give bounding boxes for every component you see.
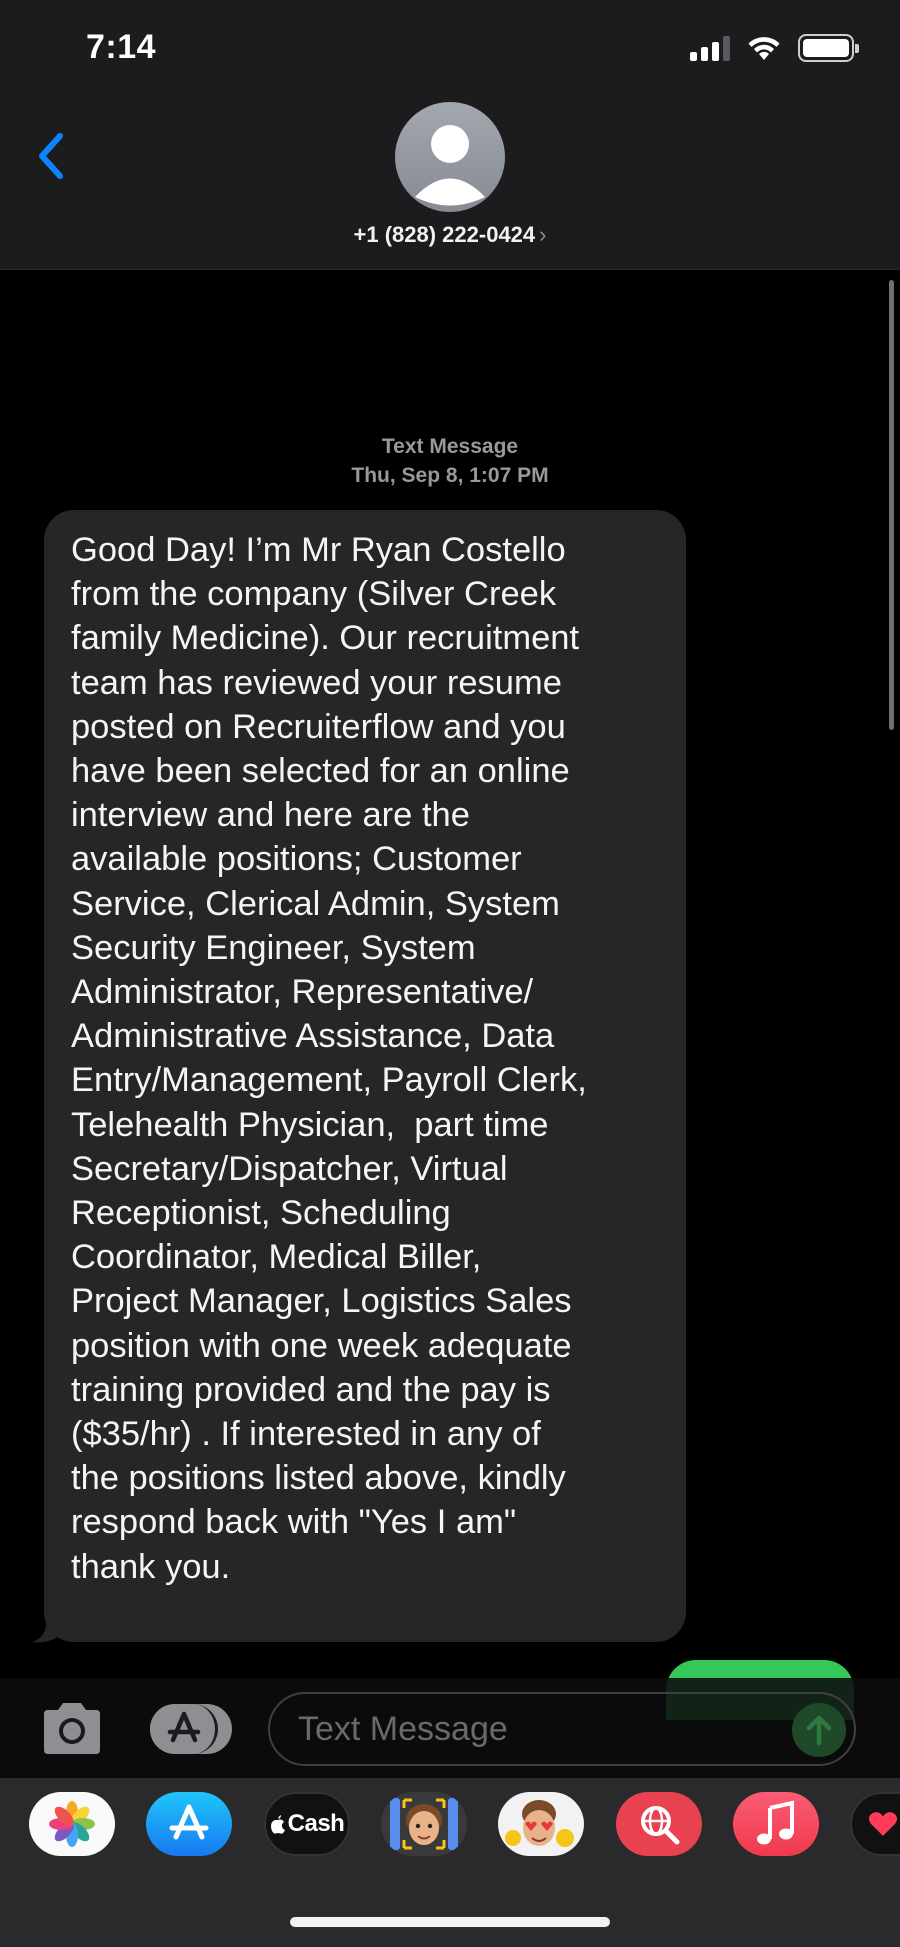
cash-label: Cash	[287, 1810, 345, 1837]
contact-name[interactable]	[0, 222, 900, 248]
conversation-header	[0, 0, 900, 270]
date-time-label: Thu, Sep 8, 1:07 PM	[351, 464, 549, 487]
back-chevron-icon[interactable]	[32, 128, 72, 184]
memoji-stickers-app[interactable]	[381, 1792, 467, 1856]
memoji-icon	[384, 1792, 464, 1856]
heart-icon	[866, 1804, 900, 1844]
arrow-up-icon	[792, 1703, 846, 1757]
app-store-icon	[165, 1801, 213, 1847]
apple-cash-app[interactable]	[264, 1792, 350, 1856]
home-indicator[interactable]	[290, 1917, 610, 1927]
message-timestamp	[0, 432, 900, 490]
globe-search-icon	[635, 1800, 683, 1848]
images-search-app[interactable]	[616, 1792, 702, 1856]
message-input-field[interactable]	[268, 1692, 856, 1766]
person-silhouette-icon	[395, 102, 505, 212]
scroll-indicator[interactable]	[889, 280, 894, 730]
chevron-right-icon: ›	[539, 222, 547, 247]
app-store-button[interactable]	[150, 1704, 232, 1754]
message-text: Good Day! I’m Mr Ryan Costello from the company (Silver Creek family Medicine). Our recruitment team has reviewed your resume posted on Recruiterflow and you have been selected for an online interview and here are the available positions; Customer Service, Clerical Admin, System Security Engineer, System Administrator, Representative/ Administrative Assistance, Data Entry/Management, Payroll Clerk, Telehealth Physician, part time Secretary/Dispatcher, Virtual Receptionist, Scheduling Coordinator, Medical Biller, Project Manager, Logistics Sales position with one week adequate training provided and the pay is ($35/hr) . If interested in any of the positions listed above, kindly respond back with "Yes I am" thank you.	[71, 531, 587, 1586]
photos-app[interactable]	[29, 1792, 115, 1856]
camera-icon[interactable]	[38, 1700, 106, 1756]
photos-flower-icon	[44, 1796, 100, 1852]
app-store-app[interactable]	[146, 1792, 232, 1856]
status-time: 7:14	[86, 28, 157, 66]
incoming-message-bubble[interactable]	[44, 510, 686, 1642]
contact-phone-number[interactable]: +1 (828) 222-0424	[353, 222, 536, 247]
cellular-signal-icon	[690, 35, 730, 61]
music-note-icon	[754, 1800, 798, 1848]
app-store-icon	[164, 1710, 204, 1748]
service-label: Text Message	[381, 435, 519, 458]
animoji-app[interactable]	[498, 1792, 584, 1856]
status-icons	[690, 34, 854, 62]
music-app[interactable]	[733, 1792, 819, 1856]
send-button[interactable]	[792, 1703, 846, 1757]
apple-logo-icon	[270, 1814, 286, 1834]
message-input[interactable]	[298, 1694, 778, 1764]
battery-icon	[798, 34, 854, 62]
memoji-heart-eyes-icon	[501, 1792, 581, 1856]
contact-avatar[interactable]	[395, 102, 505, 212]
wifi-icon	[746, 34, 782, 62]
